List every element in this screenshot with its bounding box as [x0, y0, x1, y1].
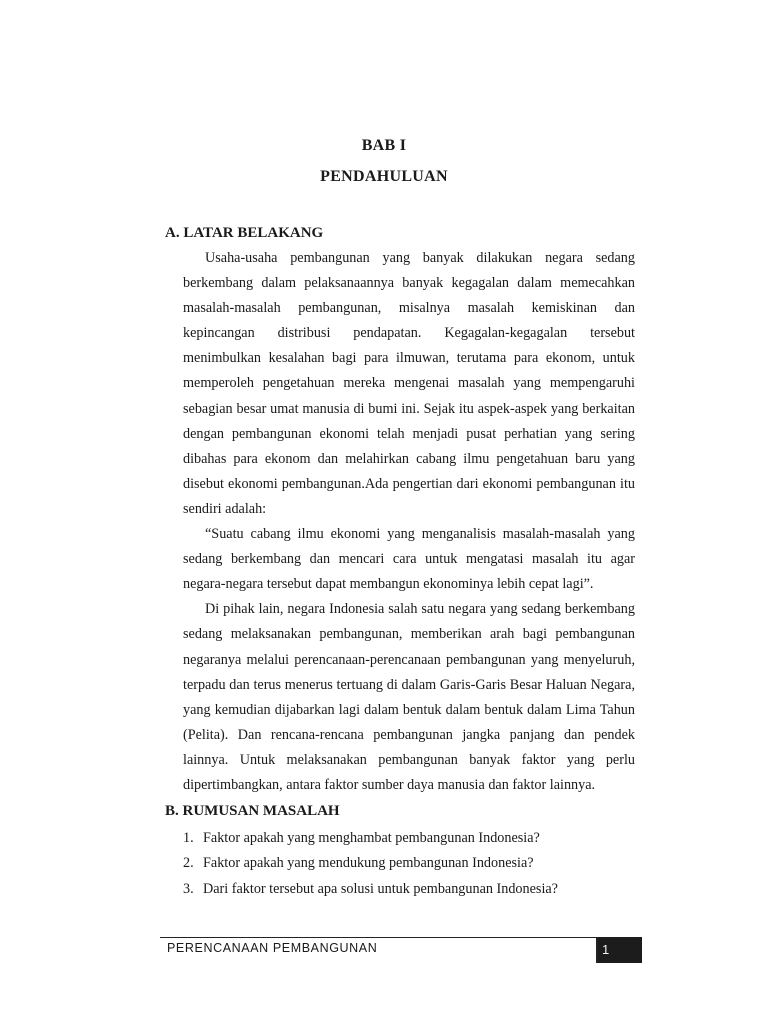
list-item-number: 3. [183, 880, 194, 897]
list-item-text: Faktor apakah yang menghambat pembangunan Indonesia? [203, 830, 540, 846]
problem-list [183, 826, 635, 902]
chapter-title: PENDAHULUAN [320, 168, 448, 185]
chapter-number: BAB I [361, 137, 407, 154]
list-item-text: Faktor apakah yang mendukung pembangunan Indonesia? [203, 855, 534, 872]
footer-title: PERENCANAAN PEMBANGUNAN [167, 941, 378, 955]
list-item [183, 877, 635, 902]
section-heading-latar-belakang: A. LATAR BELAKANG [165, 225, 324, 241]
list-item-text: Dari faktor tersebut apa solusi untuk pembangunan Indonesia? [203, 880, 558, 897]
paragraph: Usaha-usaha pembangunan yang banyak dilakukan negara sedang berkembang dalam pelaksanaannya banyak kegagalan dalam memecahkan masalah-masalah pembangunan, misalnya masalah kemiskinan dan kepincangan distribusi pendapatan. Kegagalan-kegagalan tersebut menimbulkan kesalahan bagi para ilmuwan, terutama para ekonom, untuk memperoleh pengetahuan mereka mengenai masalah yang mempengaruhi sebagian besar umat manusia di bumi ini. Sejak itu aspek-aspek yang berkaitan dengan pembangunan ekonomi telah menjadi pusat perhatian yang sering dibahas para ekonom dan melahirkan cabang ilmu pengetahuan baru yang disebut ekonomi pembangunan.Ada pengertian dari ekonomi pembangunan itu sendiri adalah: [183, 250, 635, 517]
list-item [183, 851, 635, 876]
page-number: 1 [598, 937, 642, 963]
quote-paragraph: “Suatu cabang ilmu ekonomi yang menganalisis masalah-masalah yang sedang berkembang dan mencari cara untuk mengatasi masalah itu agar negara-negara tersebut dapat membangun ekonominya lebih cepat lagi”. [183, 526, 635, 593]
list-item-number: 2. [183, 855, 194, 872]
footer-rule [160, 937, 642, 938]
section-heading-rumusan-masalah: B. RUMUSAN MASALAH [165, 803, 340, 819]
section-a-body [183, 246, 635, 798]
list-item [183, 826, 635, 851]
paragraph: Di pihak lain, negara Indonesia salah satu negara yang sedang berkembang sedang melaksanakan pembangunan, memberikan arah bagi pembangunan negaranya melalui perencanaan-perencanaan pembangunan yang menyeluruh, terpadu dan terus menerus tertuang di dalam Garis-Garis Besar Haluan Negara, yang kemudian dijabarkan lagi dalam bentuk dalam bentuk dalam Lima Tahun (Pelita). Dan rencana-rencana pembangunan jangka panjang dan pendek lainnya. Untuk melaksanakan pembangunan banyak faktor yang perlu dipertimbangkan, antara faktor sumber daya manusia dan faktor lainnya. [183, 601, 635, 793]
list-item-number: 1. [183, 830, 194, 846]
